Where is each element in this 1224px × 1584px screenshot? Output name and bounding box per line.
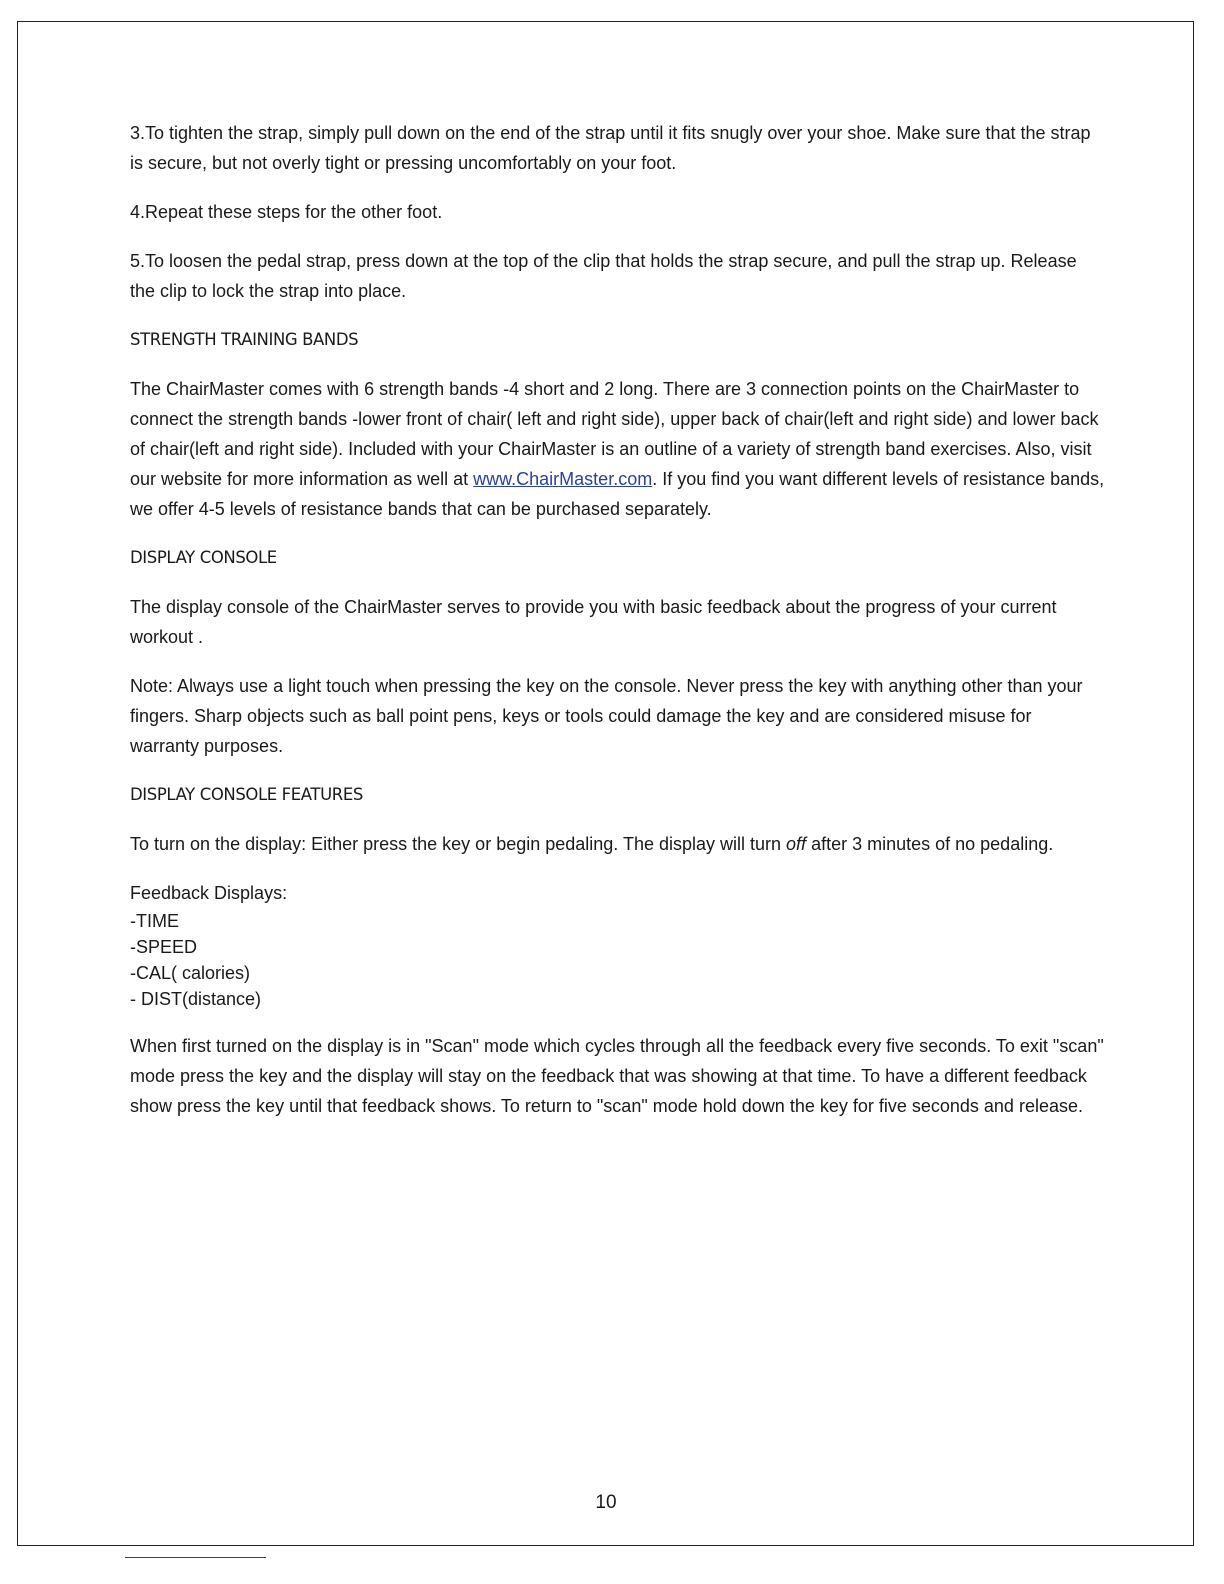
website-link[interactable]: www.ChairMaster.com xyxy=(473,469,653,489)
strength-training-paragraph xyxy=(130,374,1105,524)
feedback-item-time: -TIME xyxy=(130,911,179,931)
display-console-heading: DISPLAY CONSOLE xyxy=(130,548,277,567)
strength-text-after-link: . If you find you want different levels of resistance bands, we offer 4-5 levels of resistance bands that can be purchased separately. xyxy=(130,469,1105,519)
page-number: 10 xyxy=(595,1492,617,1513)
feedback-item-speed: -SPEED xyxy=(130,937,198,957)
scan-mode-paragraph: When first turned on the display is in "Scan" mode which cycles through all the feedback every five seconds. To exit "scan" mode press the key and the display will stay on the feedback that was showing at that time. To have a different feedback show press the key until that feedback shows. To return to "scan" mode hold down the key for five seconds and release. xyxy=(130,1036,1104,1116)
feedback-item-calories: -CAL( calories) xyxy=(130,963,251,983)
turn-on-text-after: after 3 minutes of no pedaling. xyxy=(806,834,1054,854)
strength-training-heading: STRENGTH TRAINING BANDS xyxy=(130,330,359,349)
strength-text-before-link: The ChairMaster comes with 6 strength bands -4 short and 2 long. There are 3 connection points on the ChairMaster to connect the strength bands -lower front of chair( left and right side), upper back of chair(left and right side) and lower back of chair(left and right side). Included with your ChairMaster is an outline of a variety of strength band exercises. Also, visit our website for more information as well at xyxy=(130,379,1099,489)
feedback-list xyxy=(130,908,1105,1012)
display-console-features-heading: DISPLAY CONSOLE FEATURES xyxy=(130,785,363,804)
step-3: 3.To tighten the strap, simply pull down on the end of the strap until it fits snugly over your shoe. Make sure that the strap is secure, but not overly tight or pressing uncomfortably on your foot. xyxy=(130,123,1091,173)
step-4: 4.Repeat these steps for the other foot. xyxy=(130,202,443,222)
step-5: 5.To loosen the pedal strap, press down at the top of the clip that holds the strap secure, and pull the strap up. Release the clip to lock the strap into place. xyxy=(130,251,1077,301)
feedback-item-distance: - DIST(distance) xyxy=(130,989,262,1009)
feedback-displays-title: Feedback Displays: xyxy=(130,883,288,903)
turn-on-emphasis: off xyxy=(786,834,807,854)
footer-rule xyxy=(125,1557,266,1558)
console-note: Note: Always use a light touch when pressing the key on the console. Never press the key with anything other than your fingers. Sharp objects such as ball point pens, keys or tools could damage the key and are considered misuse for warranty purposes. xyxy=(130,676,1083,756)
turn-on-text-before: To turn on the display: Either press the key or begin pedaling. The display will turn xyxy=(130,834,787,854)
turn-on-paragraph xyxy=(130,829,1105,859)
document-body xyxy=(130,118,1105,1140)
display-console-paragraph: The display console of the ChairMaster serves to provide you with basic feedback about the progress of your current workout . xyxy=(130,597,1057,647)
